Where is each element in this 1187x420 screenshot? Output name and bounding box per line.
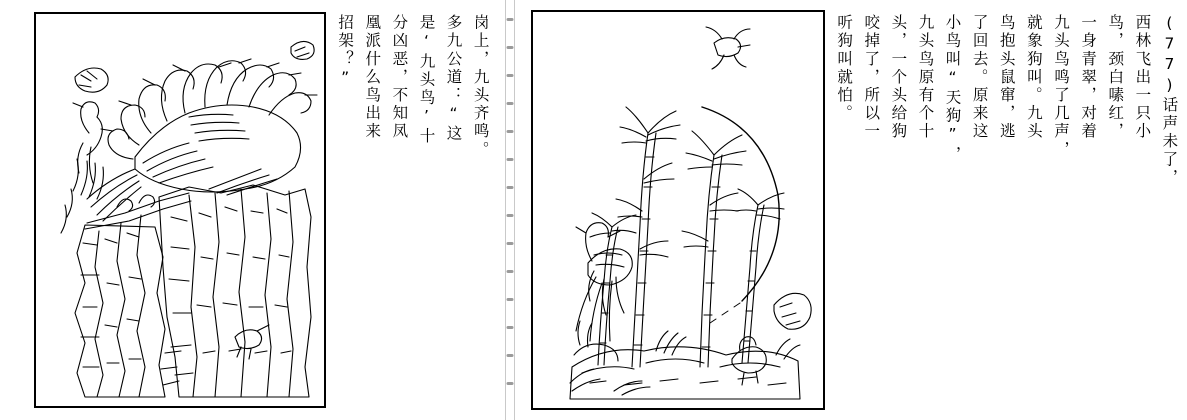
spine-stitch bbox=[507, 46, 514, 49]
spine-stitch bbox=[507, 326, 514, 329]
spine-stitch bbox=[507, 354, 514, 357]
left-page bbox=[0, 0, 499, 420]
right-illustration bbox=[536, 15, 820, 405]
right-page-text bbox=[825, 6, 1187, 414]
text-column: 了回去。原来这 bbox=[970, 14, 989, 141]
text-column: 咬掉了，所以一 bbox=[862, 14, 881, 141]
text-column: 岗上，九头齐鸣。 bbox=[471, 14, 490, 159]
text-column: 一身青翠，对着 bbox=[1079, 14, 1098, 141]
spine-stitch bbox=[507, 242, 514, 245]
spine-line-left bbox=[505, 0, 506, 420]
spine-stitch bbox=[507, 186, 514, 189]
spine-line-right bbox=[514, 0, 515, 420]
right-illustration-frame bbox=[531, 10, 825, 410]
spine-stitch bbox=[507, 298, 514, 301]
text-column: 九头鸟原有个十 bbox=[916, 14, 935, 141]
book-gutter bbox=[499, 0, 521, 420]
spine-stitch bbox=[507, 102, 514, 105]
spine-stitch bbox=[507, 270, 514, 273]
text-column: 多九公道：“这 bbox=[444, 14, 463, 144]
spine-stitch bbox=[507, 74, 514, 77]
text-column: 西林飞出一只小 bbox=[1133, 14, 1152, 141]
text-column: 听狗叫就怕。 bbox=[835, 14, 854, 123]
text-column: 就象狗叫。九头 bbox=[1024, 14, 1043, 141]
spine-stitch bbox=[507, 214, 514, 217]
text-column: 九头鸟鸣了几声， bbox=[1051, 14, 1070, 159]
text-column: (77)话声未了， bbox=[1160, 14, 1179, 187]
right-page bbox=[521, 0, 1179, 420]
left-illustration bbox=[39, 17, 321, 403]
small-bird-above-bamboo-grove-drawing bbox=[536, 15, 820, 405]
left-illustration-frame bbox=[34, 12, 326, 408]
nine-headed-bird-on-cliff-drawing bbox=[39, 17, 321, 403]
text-column: 招架？” bbox=[336, 14, 355, 89]
spine-stitch bbox=[507, 382, 514, 385]
spine-stitch bbox=[507, 18, 514, 21]
text-column: 鸟，颈白嗉红， bbox=[1106, 14, 1125, 141]
text-column: 凰派什么鸟出来 bbox=[363, 14, 382, 141]
text-column: 头，一个头给狗 bbox=[889, 14, 908, 141]
text-column: 分凶恶，不知凤 bbox=[390, 14, 409, 141]
spine-stitch bbox=[507, 130, 514, 133]
spine-stitch bbox=[507, 158, 514, 161]
text-column: 小鸟叫“天狗”， bbox=[943, 14, 962, 164]
text-column: 是‘九头鸟’十 bbox=[417, 14, 436, 146]
text-column: 鸟抱头鼠窜，逃 bbox=[997, 14, 1016, 141]
